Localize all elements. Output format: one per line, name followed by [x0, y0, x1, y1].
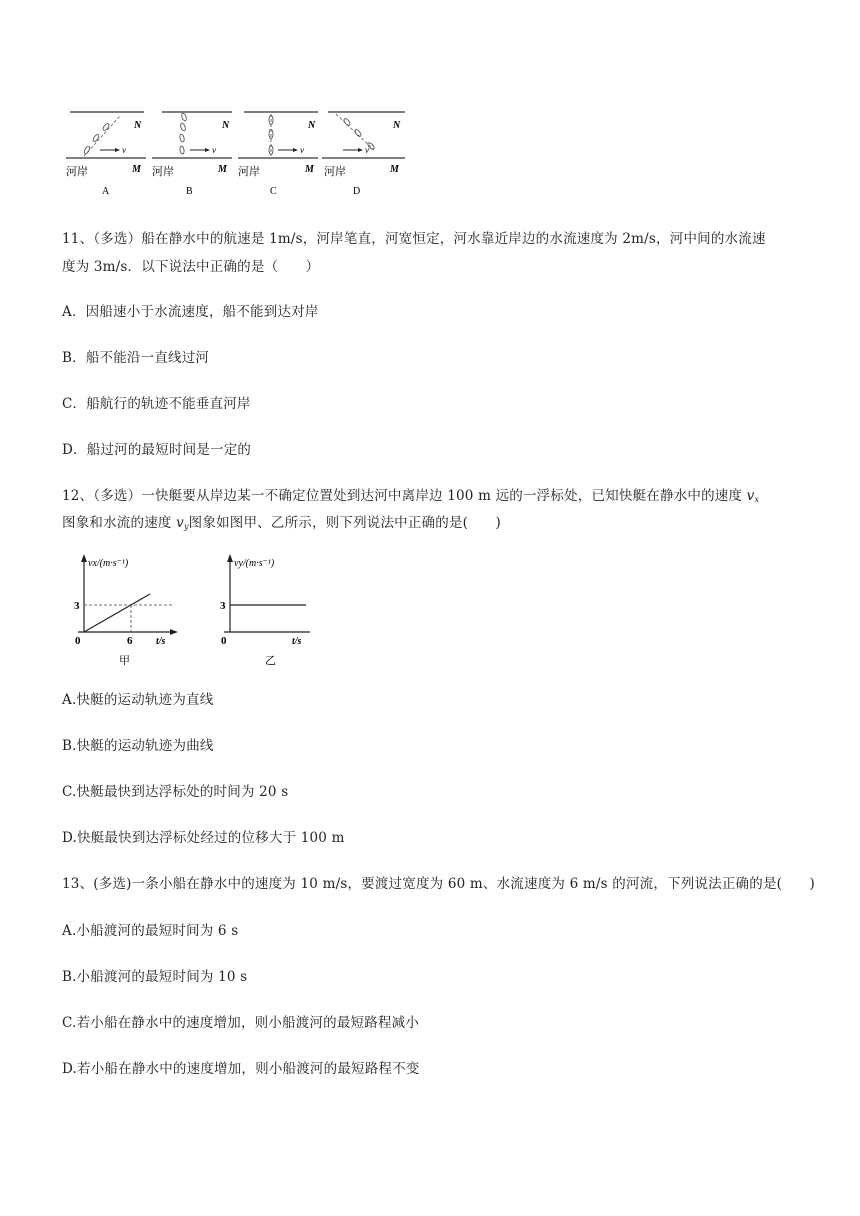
- graph-jia-xlabel: t/s: [156, 636, 166, 647]
- panel-c-velocity: v: [300, 145, 304, 155]
- q12-vx-symbol: $v_x$: [746, 488, 760, 504]
- graph-yi-ytick: 3: [220, 600, 226, 612]
- q11-option-a: A．因船速小于水流速度，船不能到达对岸: [62, 304, 319, 320]
- graph-yi-caption: 乙: [265, 654, 276, 667]
- panel-b: [152, 112, 232, 197]
- panel-b-m: M: [218, 164, 227, 175]
- q12-option-d: D.快艇最快到达浮标处经过的位移大于 100 m: [62, 830, 345, 846]
- panel-d-letter: D: [353, 186, 361, 197]
- panel-c-letter: C: [270, 186, 277, 197]
- panel-c-n: N: [308, 120, 316, 131]
- graph-jia-ylabel: vx/(m·s⁻¹): [88, 558, 129, 569]
- panel-a-m: M: [132, 164, 141, 175]
- river-crossing-figure: [60, 100, 420, 200]
- q13-stem: 13、(多选)一条小船在静水中的速度为 10 m/s，要渡过宽度为 60 m、水流速度为 6 m/s 的河流，下列说法正确的是( ): [62, 876, 815, 892]
- panel-a: [66, 112, 146, 197]
- panel-b-velocity: v: [212, 145, 216, 155]
- panel-b-letter: B: [186, 186, 193, 197]
- q12-option-a: A.快艇的运动轨迹为直线: [62, 692, 214, 708]
- panel-b-n: N: [222, 120, 230, 131]
- q11-stem-line1: 11、（多选）船在静水中的航速是 1m/s，河岸笔直，河宽恒定，河水靠近岸边的水流速度为 2m/s，河中间的水流速: [62, 231, 766, 247]
- q13-option-c: C.若小船在静水中的速度增加，则小船渡河的最短路程减小: [62, 1015, 420, 1031]
- q12-option-c: C.快艇最快到达浮标处的时间为 20 s: [62, 784, 289, 800]
- q13-option-d: D.若小船在静水中的速度增加，则小船渡河的最短路程不变: [62, 1061, 420, 1077]
- graph-yi-ylabel: vy/(m·s⁻¹): [234, 558, 275, 569]
- q13-option-b: B.小船渡河的最短时间为 10 s: [62, 969, 248, 985]
- q12-stem-line1: [62, 486, 759, 510]
- graph-jia-ytick: 3: [74, 600, 80, 612]
- panel-d-bank-label: 河岸: [324, 165, 346, 178]
- graph-yi: [210, 550, 320, 670]
- q12-stem-line2: [62, 513, 501, 537]
- q12-vy-symbol: $v_y$: [176, 515, 189, 531]
- graph-jia-xtick: 6: [127, 635, 133, 647]
- q11-option-d: D．船过河的最短时间是一定的: [62, 442, 252, 458]
- q12-stem-text-3: 图象如图甲、乙所示，则下列说法中正确的是( ): [188, 515, 502, 531]
- panel-d-n: N: [393, 120, 401, 131]
- panel-d: [322, 112, 405, 197]
- q12-stem-text-1: 12、（多选）一快艇要从岸边某一不确定位置处到达河中离岸边 100 m 远的一浮标处，已知快艇在静水中的速度: [62, 488, 743, 504]
- graph-jia-caption: 甲: [119, 654, 130, 667]
- q11-stem-line2: 度为 3m/s．以下说法中正确的是（ ）: [62, 259, 320, 275]
- panel-a-velocity: v: [122, 145, 126, 155]
- q12-stem-text-2: 图象和水流的速度: [62, 515, 172, 531]
- q11-option-b: B．船不能沿一直线过河: [62, 350, 210, 366]
- graph-jia-origin: 0: [75, 635, 81, 647]
- panel-c-bank-label: 河岸: [238, 165, 260, 178]
- panel-a-bank-label: 河岸: [66, 165, 88, 178]
- q12-option-b: B.快艇的运动轨迹为曲线: [62, 738, 214, 754]
- graph-yi-origin: 0: [221, 635, 227, 647]
- q11-option-c: C．船航行的轨迹不能垂直河岸: [62, 396, 251, 412]
- panel-a-n: N: [134, 120, 142, 131]
- q13-option-a: A.小船渡河的最短时间为 6 s: [62, 923, 239, 939]
- panel-d-m: M: [390, 164, 399, 175]
- panel-c: [238, 112, 318, 197]
- panel-d-velocity: v: [365, 145, 369, 155]
- graph-jia: [64, 550, 194, 670]
- graph-yi-xlabel: t/s: [292, 636, 302, 647]
- panel-c-m: M: [305, 164, 314, 175]
- panel-a-letter: A: [102, 186, 110, 197]
- panel-b-bank-label: 河岸: [152, 165, 174, 178]
